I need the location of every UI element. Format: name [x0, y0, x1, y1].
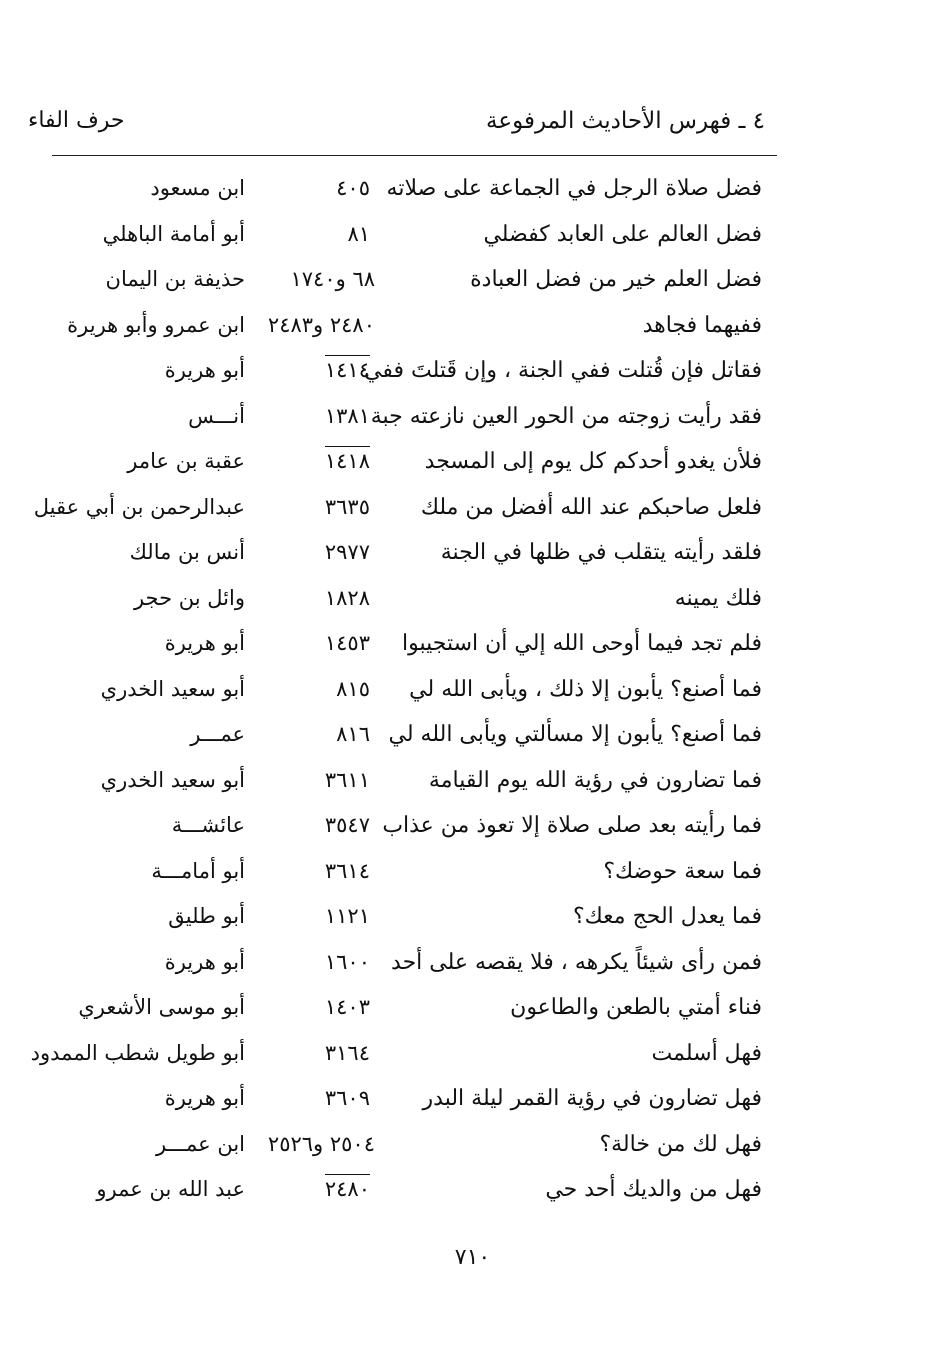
- hadith-text: فضل العلم خير من فضل العبادة: [470, 267, 762, 292]
- narrator-name: عمـــر: [190, 722, 245, 746]
- narrator-name: أبو أمامـــة: [151, 858, 245, 883]
- hadith-number: ٨١٥: [336, 676, 370, 701]
- narrator-name: أبو طليق: [168, 904, 245, 928]
- index-entry: [0, 578, 945, 624]
- narrator-name: أبو طويل شطب الممدود: [30, 1040, 245, 1065]
- index-entry: [0, 669, 945, 715]
- narrator-name: عبدالرحمن بن أبي عقيل: [33, 494, 245, 519]
- hadith-number: ٣١٦٤: [324, 1040, 370, 1065]
- hadith-text: فلقد رأيته يتقلب في ظلها في الجنة: [440, 540, 762, 565]
- hadith-number: ١٦٠٠: [324, 949, 370, 974]
- hadith-text: فمن رأى شيئاً يكرهه ، فلا يقصه على أحد: [391, 949, 762, 975]
- hadith-number: [250, 358, 370, 382]
- hadith-text: فلم تجد فيما أوحى الله إلي أن استجيبوا: [402, 631, 762, 656]
- hadith-number: ٣٥٤٧: [324, 813, 370, 837]
- hadith-number: ٨١: [347, 221, 370, 246]
- index-entry: [0, 214, 945, 260]
- hadith-number: ١٤٠٣: [324, 995, 370, 1019]
- hadith-text: فلأن يغدو أحدكم كل يوم إلى المسجد: [424, 449, 762, 474]
- hadith-number: ٨١٦: [336, 722, 370, 746]
- hadith-text: فضل العالم على العابد كفضلي: [483, 221, 762, 247]
- hadith-text: فضل صلاة الرجل في الجماعة على صلاته: [386, 176, 762, 201]
- index-entry: [0, 1033, 945, 1079]
- narrator-name: عائشـــة: [171, 813, 245, 837]
- hadith-number: ١٨٢٨: [324, 585, 370, 610]
- hadith-number: [250, 1177, 370, 1201]
- hadith-number: ١١٢١: [324, 904, 370, 928]
- hadith-text: فما أصنع؟ يأبون إلا ذلك ، ويأبى الله لي: [409, 676, 762, 702]
- hadith-index-list: [0, 168, 945, 1215]
- letter-title: حرف الفاء: [28, 108, 125, 133]
- narrator-name: أبو موسى الأشعري: [78, 995, 245, 1019]
- hadith-number-overlined: ١٤١٤: [325, 355, 370, 382]
- narrator-name: ابن عمرو وأبو هريرة: [67, 312, 245, 337]
- index-entry: [0, 305, 945, 351]
- index-entry: [0, 942, 945, 988]
- hadith-number: ٣٦٣٥: [324, 494, 370, 519]
- narrator-name: وائل بن حجر: [133, 585, 245, 610]
- index-entry: [0, 532, 945, 578]
- index-entry: [0, 987, 945, 1033]
- index-entry: [0, 896, 945, 942]
- index-entry: [0, 851, 945, 897]
- hadith-number-overlined: ٢٤٨٠: [325, 1174, 370, 1201]
- hadith-number: ٣٦٠٩: [324, 1086, 370, 1110]
- index-entry: [0, 760, 945, 806]
- hadith-text: ففيهما فجاهد: [642, 312, 762, 338]
- hadith-text: فهل لك من خالة؟: [599, 1131, 762, 1157]
- hadith-number: ٦٨ و١٧٤٠: [290, 267, 375, 291]
- hadith-number: ٢٤٨٠ و٢٤٨٣: [267, 312, 375, 337]
- narrator-name: أبو سعيد الخدري: [100, 767, 245, 792]
- hadith-text: فما أصنع؟ يأبون إلا مسألتي ويأبى الله لي: [388, 722, 762, 747]
- index-entry: [0, 1078, 945, 1124]
- hadith-text: فقاتل فإن قُتلت ففي الجنة ، وإن قَتلتَ ففي: [364, 358, 762, 383]
- hadith-number: ٤٠٥: [336, 176, 370, 200]
- narrator-name: أبو سعيد الخدري: [100, 676, 245, 701]
- hadith-number: [250, 449, 370, 473]
- hadith-number: ١٤٥٣: [324, 631, 370, 655]
- hadith-text: فما رأيته بعد صلى صلاة إلا تعوذ من عذاب: [382, 813, 762, 838]
- narrator-name: عبد الله بن عمرو: [96, 1177, 245, 1201]
- hadith-text: فلك يمينه: [674, 585, 762, 611]
- hadith-text: فما تضارون في رؤية الله يوم القيامة: [428, 767, 762, 793]
- index-entry: [0, 441, 945, 487]
- index-entry: [0, 168, 945, 214]
- chapter-title: ٤ ـ فهرس الأحاديث المرفوعة: [486, 108, 765, 134]
- index-entry: [0, 1169, 945, 1215]
- hadith-text: فهل تضارون في رؤية القمر ليلة البدر: [422, 1086, 762, 1111]
- narrator-name: أبو أمامة الباهلي: [102, 221, 245, 246]
- narrator-name: أبو هريرة: [164, 631, 245, 655]
- hadith-number: ١٣٨١: [324, 403, 370, 428]
- hadith-text: فلعل صاحبكم عند الله أفضل من ملك: [420, 494, 762, 520]
- index-entry: [0, 350, 945, 396]
- narrator-name: حذيفة بن اليمان: [105, 267, 245, 291]
- narrator-name: أبو هريرة: [164, 358, 245, 382]
- hadith-text: فناء أمتي بالطعن والطاعون: [510, 995, 762, 1020]
- hadith-number: ٣٦١٤: [324, 858, 370, 883]
- hadith-number: ٣٦١١: [324, 767, 370, 792]
- hadith-number: ٢٥٠٤ و٢٥٢٦: [267, 1131, 375, 1156]
- hadith-text: فما يعدل الحج معك؟: [572, 904, 762, 929]
- hadith-text: فما سعة حوضك؟: [603, 858, 762, 884]
- index-entry: [0, 714, 945, 760]
- narrator-name: أنس بن مالك: [129, 540, 245, 564]
- narrator-name: ابن مسعود: [150, 176, 245, 200]
- narrator-name: أبو هريرة: [164, 1086, 245, 1110]
- hadith-text: فهل من والديك أحد حي: [545, 1177, 762, 1202]
- hadith-text: فهل أسلمت: [651, 1040, 762, 1066]
- page-header: [0, 108, 945, 148]
- index-entry: [0, 259, 945, 305]
- narrator-name: أبو هريرة: [164, 949, 245, 974]
- hadith-number: ٢٩٧٧: [324, 540, 370, 564]
- narrator-name: أنـــس: [188, 403, 245, 428]
- index-entry: [0, 805, 945, 851]
- header-divider: [52, 155, 777, 156]
- narrator-name: عقبة بن عامر: [127, 449, 245, 473]
- hadith-text: فقد رأيت زوجته من الحور العين نازعته جبة: [370, 403, 762, 429]
- index-entry: [0, 396, 945, 442]
- index-entry: [0, 487, 945, 533]
- narrator-name: ابن عمـــر: [155, 1131, 245, 1156]
- index-entry: [0, 1124, 945, 1170]
- hadith-number-overlined: ١٤١٨: [325, 446, 370, 473]
- page-number: ٧١٠: [454, 1245, 491, 1270]
- index-entry: [0, 623, 945, 669]
